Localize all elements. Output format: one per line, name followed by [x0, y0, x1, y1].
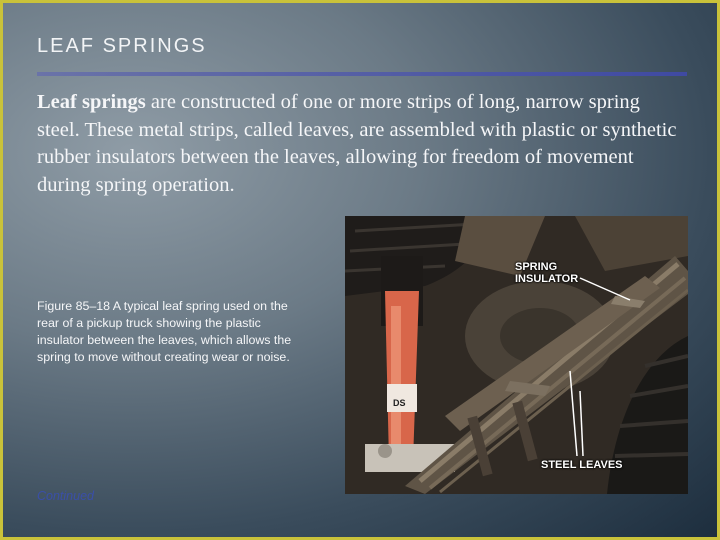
spring-insulator-label-line1: SPRING — [515, 261, 558, 273]
leaf-spring-photo — [345, 216, 688, 494]
continued-label: Continued — [37, 489, 94, 503]
leaf-spring-illustration — [345, 216, 688, 494]
body-text: are constructed of one or more strips of long, narrow spring steel. These metal strips, called leaves, are assembled with plastic or synthetic rubber insulators between the leaves, allowing for freedom of movement during spring operation. — [37, 91, 677, 196]
slide-title: LEAF SPRINGS — [37, 35, 207, 57]
body-bold-term: Leaf springs — [37, 91, 146, 113]
spring-insulator-label-line2: INSULATOR — [515, 273, 579, 285]
title-divider — [37, 72, 687, 76]
spring-insulator-label — [515, 261, 578, 285]
body-paragraph — [37, 89, 687, 199]
shock-marking: DS — [393, 398, 406, 408]
steel-leaves-label: STEEL LEAVES — [541, 459, 623, 471]
figure-caption: Figure 85–18 A typical leaf spring used on the rear of a pickup truck showing the plastic insulator between the leaves, which allows the spring to move without creating wear or noise. — [37, 299, 292, 364]
